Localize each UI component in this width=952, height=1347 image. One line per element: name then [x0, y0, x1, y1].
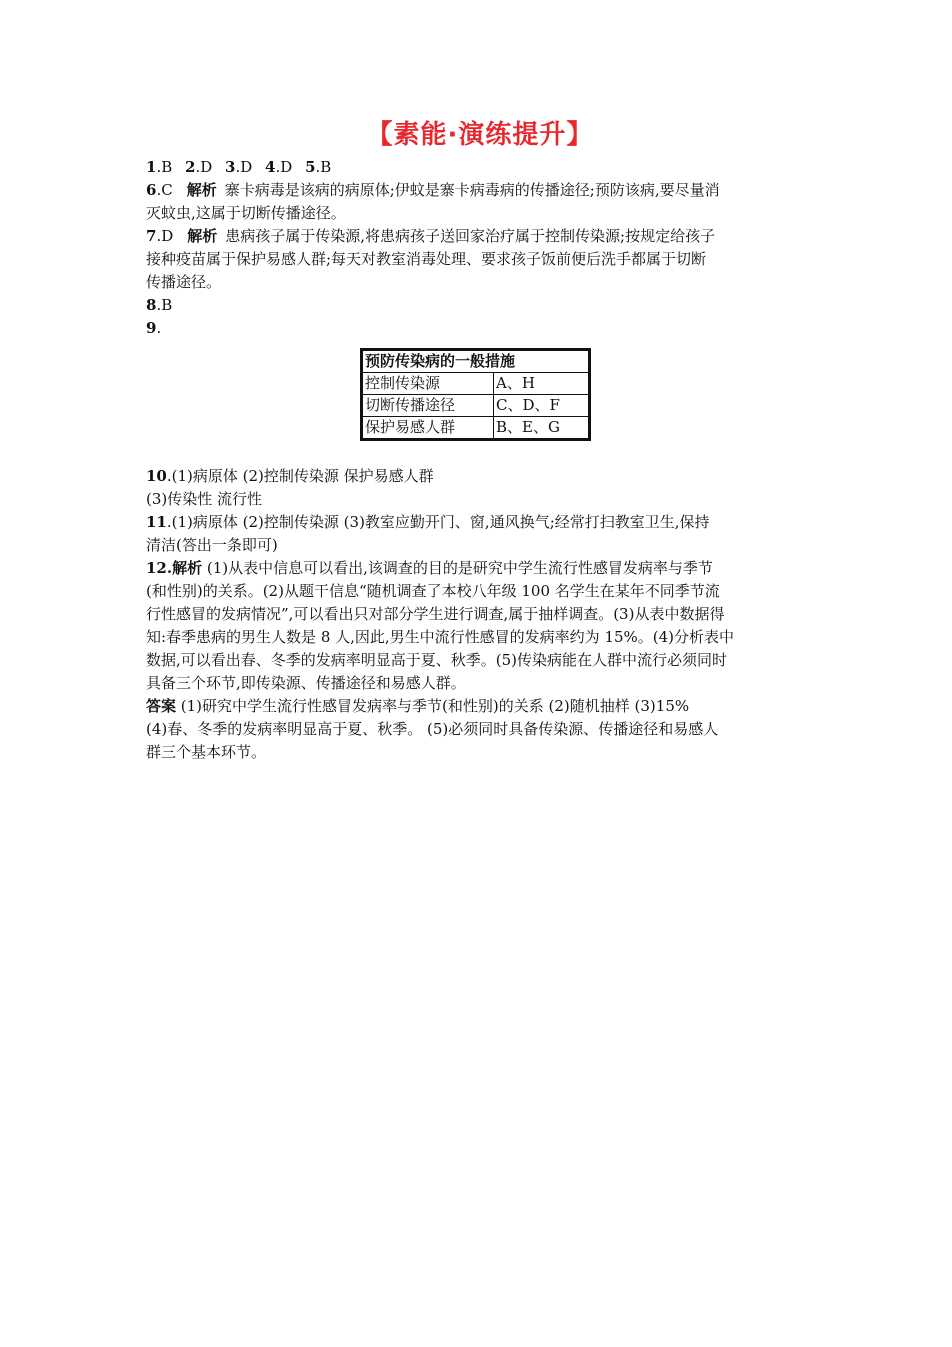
- q10-line-2: (3)传染性 流行性: [146, 490, 263, 508]
- q7-line-2: 接种疫苗属于保护易感人群;每天对教室消毒处理、要求孩子饭前便后洗手都属于切断: [146, 250, 707, 268]
- answer-page: [146, 118, 814, 764]
- q6-num: 6: [146, 181, 157, 199]
- q12-answer-label: 答案: [146, 697, 177, 715]
- q10-line-1: [146, 465, 814, 488]
- table-cell-letters: B、E、G: [494, 417, 590, 440]
- q6-line-2: 灭蚊虫,这属于切断传播途径。: [146, 204, 346, 222]
- table-row: [362, 373, 590, 395]
- q11-num: 11: [146, 513, 167, 531]
- q7-text-1: 患病孩子属于传染源,将患病孩子送回家治疗属于控制传染源;按规定给孩子: [225, 227, 716, 245]
- q12-text-1: (1)从表中信息可以看出,该调查的目的是研究中学生流行性感冒发病率与季节: [202, 559, 713, 577]
- q2-num: 2: [185, 158, 196, 176]
- q5-answer: .B: [315, 158, 332, 176]
- q11-line-1: [146, 511, 814, 534]
- table-cell-measure: 切断传播途径: [362, 395, 494, 417]
- q12-answer-text-1: (1)研究中学生流行性感冒发病率与季节(和性别)的关系 (2)随机抽样 (3)15%: [176, 697, 690, 715]
- q8-num: 8: [146, 296, 157, 314]
- q10-num: 10: [146, 467, 167, 485]
- prevention-measures-table: [360, 348, 591, 441]
- table-cell-letters: A、H: [494, 373, 590, 395]
- q6-label: 解析: [186, 181, 217, 199]
- q8-answer: .B: [156, 296, 173, 314]
- table-header-row: [362, 350, 590, 373]
- q6-line-1: [146, 179, 814, 202]
- q1-answer: .B: [156, 158, 173, 176]
- q3-num: 3: [225, 158, 236, 176]
- q10-text-1: .(1)病原体 (2)控制传染源 保护易感人群: [166, 467, 434, 485]
- q7-answer: .D: [156, 227, 174, 245]
- table-header: 预防传染病的一般措施: [362, 350, 590, 373]
- table-row: [362, 395, 590, 417]
- q4-num: 4: [265, 158, 276, 176]
- q9-num: 9: [146, 319, 157, 337]
- q6-text-1: 寨卡病毒是该病的病原体;伊蚊是寨卡病毒病的传播途径;预防该病,要尽量消: [224, 181, 720, 199]
- table-row: [362, 417, 590, 440]
- q7-line-3: 传播途径。: [146, 273, 222, 291]
- q7-label: 解析: [187, 227, 218, 245]
- q9-answer: .: [156, 319, 162, 337]
- q12-line-5: 数据,可以看出春、冬季的发病率明显高于夏、秋季。(5)传染病能在人群中流行必须同时: [146, 651, 728, 669]
- answers-1-5: [146, 156, 814, 179]
- q9-line: [146, 317, 814, 340]
- q12-line-4: 知:春季患病的男生人数是 8 人,因此,男生中流行性感冒的发病率约为 15%。(4)分析表中: [146, 628, 735, 646]
- q7-num: 7: [146, 227, 157, 245]
- q1-num: 1: [146, 158, 157, 176]
- q6-answer: .C: [156, 181, 173, 199]
- q12-label: .解析: [166, 559, 203, 577]
- q3-answer: .D: [235, 158, 253, 176]
- q12-num: 12: [146, 559, 167, 577]
- q10-block: [146, 465, 814, 511]
- q5-num: 5: [305, 158, 316, 176]
- q12-answer-line-2: (4)春、冬季的发病率明显高于夏、秋季。 (5)必须同时具备传染源、传播途径和易感人: [146, 720, 719, 738]
- table-cell-letters: C、D、F: [494, 395, 590, 417]
- q12-line-6: 具备三个环节,即传染源、传播途径和易感人群。: [146, 674, 466, 692]
- q11-line-2: 清洁(答出一条即可): [146, 536, 278, 554]
- q11-text-1: .(1)病原体 (2)控制传染源 (3)教室应勤开门、窗,通风换气;经常打扫教室卫生,保持: [166, 513, 710, 531]
- q2-answer: .D: [195, 158, 213, 176]
- q4-answer: .D: [275, 158, 293, 176]
- q12-line-2: (和性别)的关系。(2)从题干信息“随机调查了本校八年级 100 名学生在某年不同季节流: [146, 582, 720, 600]
- q12-line-3: 行性感冒的发病情况”,可以看出只对部分学生进行调查,属于抽样调查。(3)从表中数据得: [146, 605, 725, 623]
- q12-answer-line-1: [146, 695, 814, 718]
- q12-answer-line-3: 群三个基本环节。: [146, 743, 267, 761]
- q7-line-1: [146, 225, 814, 248]
- table-cell-measure: 保护易感人群: [362, 417, 494, 440]
- q12-line-1: [146, 557, 814, 580]
- table-cell-measure: 控制传染源: [362, 373, 494, 395]
- q8-line: [146, 294, 814, 317]
- page-title: 【素能·演练提升】: [366, 120, 594, 150]
